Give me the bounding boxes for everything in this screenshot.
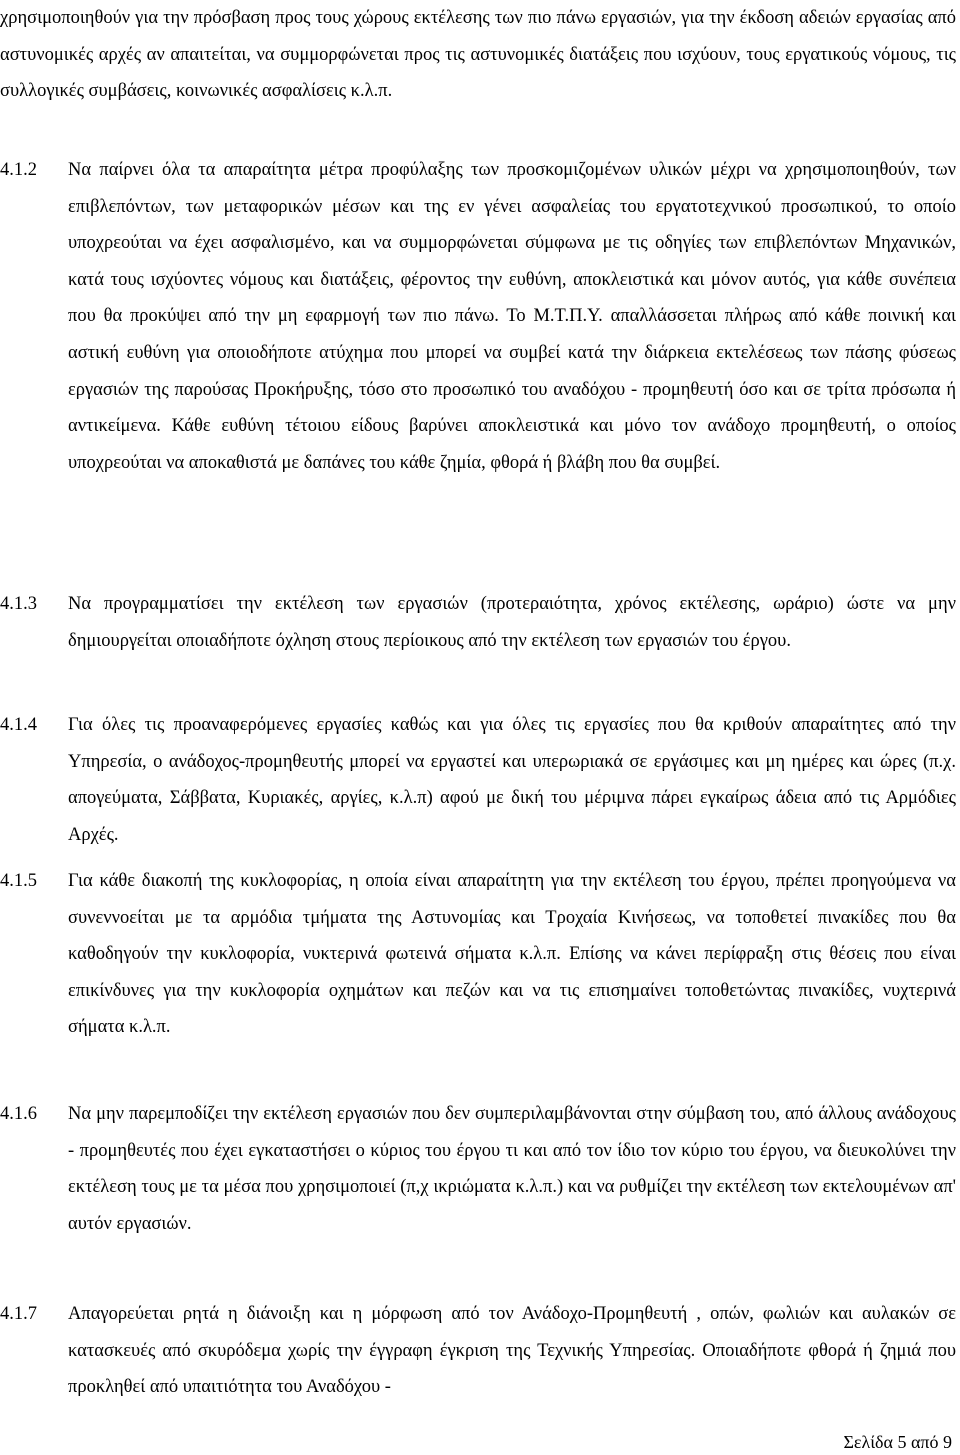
item-number: 4.1.2 (0, 160, 37, 180)
list-item-4-1-4 (0, 707, 956, 853)
item-text: Για όλες τις προαναφερόμενες εργασίες καθώς και για όλες τις εργασίες που θα κριθούν απαραίτητες από την Υπηρεσία, ο ανάδοχος-προμηθευτής μπορεί να εργαστεί και υπερωριακά σε εργάσιμες και μη ημέρες και ώρες (π.χ. απογεύματα, Σάββατα, Κυριακές, αργίες, κ.λ.π) αφού με δική του μέριμνα πάρει εγκαίρως άδεια από τις Αρμόδιες Αρχές. (68, 715, 956, 845)
item-text: Να προγραμματίσει την εκτέλεση των εργασιών (προτεραιότητα, χρόνος εκτέλεσης, ωράριο) ώστε να μην δημιουργείται οποιαδήποτε όχληση στους περίοικους από την εκτέλεση των εργασιών του έργου. (68, 594, 956, 651)
list-item-4-1-5 (0, 863, 956, 1046)
intro-text: χρησιμοποιηθούν για την πρόσβαση προς τους χώρους εκτέλεσης των πιο πάνω εργασιών, για την έκδοση αδειών εργασίας από αστυνομικές αρχές αν απαιτείται, να συμμορφώνεται προς τις αστυνομικές διατάξεις που ισχύουν, τους εργατικούς νόμους, τις συλλογικές συμβάσεις, κοινωνικές ασφαλίσεις κ.λ.π. (0, 8, 956, 102)
list-item-4-1-2 (0, 152, 956, 481)
item-number: 4.1.3 (0, 594, 37, 614)
list-item-4-1-7 (0, 1296, 956, 1406)
item-text: Απαγορεύεται ρητά η διάνοιξη και η μόρφωση από τον Ανάδοχο-Προμηθευτή , οπών, φωλιών και αυλακών σε κατασκευές από σκυρόδεμα χωρίς την έγγραφη έγκριση της Τεχνικής Υπηρεσίας. Οποιαδήποτε φθορά ή ζημιά που προκληθεί από υπαιτιότητα του Αναδόχου - (68, 1304, 956, 1398)
item-number: 4.1.7 (0, 1304, 37, 1324)
list-item-4-1-6 (0, 1096, 956, 1242)
intro-paragraph (0, 0, 956, 110)
item-number: 4.1.4 (0, 715, 37, 735)
item-number: 4.1.6 (0, 1104, 37, 1124)
list-item-4-1-3 (0, 586, 956, 659)
item-number: 4.1.5 (0, 871, 37, 891)
item-text: Να παίρνει όλα τα απαραίτητα μέτρα προφύλαξης των προσκομιζομένων υλικών μέχρι να χρησιμοποιηθούν, των επιβλεπόντων, των μεταφορικών μέσων και της εν γένει ασφαλείας του εργατοτεχνικού προσωπικού, το οποίο υποχρεούται να έχει ασφαλισμένο, και να συμμορφώνεται σύμφωνα με τις οδηγίες των επιβλεπόντων Μηχανικών, κατά τους ισχύοντες νόμους και διατάξεις, φέροντος την ευθύνη, αποκλειστικά και μόνον αυτός, για κάθε συνέπεια που θα προκύψει από την μη εφαρμογή των πιο πάνω. Το Μ.Τ.Π.Υ. απαλλάσσεται πλήρως από κάθε ποινική και αστική ευθύνη για οποιοδήποτε ατύχημα που μπορεί να συμβεί κατά την διάρκεια εκτελέσεως των πάσης φύσεως εργασιών της παρούσας Προκήρυξης, τόσο στο προσωπικό του αναδόχου - προμηθευτή όσο και σε τρίτα πρόσωπα ή αντικείμενα. Κάθε ευθύνη τέτοιου είδους βαρύνει αποκλειστικά και μόνο τον ανάδοχο προμηθευτή, ο οποίος υποχρεούται να αποκαθιστά με δαπάνες του κάθε ζημία, φθορά ή βλάβη που θα συμβεί. (68, 160, 956, 473)
item-text: Να μην παρεμποδίζει την εκτέλεση εργασιών που δεν συμπεριλαμβάνονται στην σύμβαση του, από άλλους ανάδοχους - προμηθευτές που έχει εγκαταστήσει ο κύριος του έργου τι και από τον ίδιο τον κύριο του έργου, να διευκολύνει την εκτέλεση τους με τα μέσα που χρησιμοποιεί (π,χ ικριώματα κ.λ.π.) και να ρυθμίζει την εκτέλεση των εκτελουμένων απ' αυτόν εργασιών. (68, 1104, 956, 1234)
page-number-footer: Σελίδα 5 από 9 (843, 1432, 952, 1452)
item-text: Για κάθε διακοπή της κυκλοφορίας, η οποία είναι απαραίτητη για την εκτέλεση του έργου, πρέπει προηγούμενα να συνεννοείται με τα αρμόδια τμήματα της Αστυνομίας και Τροχαία Κινήσεως, να τοποθετεί πινακίδες που θα καθοδηγούν την κυκλοφορία, νυκτερινά φωτεινά σήματα κ.λ.π. Επίσης να κάνει περίφραξη στις θέσεις που είναι επικίνδυνες για την κυκλοφορία οχημάτων και πεζών και να τις επισημαίνει τοποθετώντας πινακίδες, νυχτερινά σήματα κ.λ.π. (68, 871, 956, 1038)
